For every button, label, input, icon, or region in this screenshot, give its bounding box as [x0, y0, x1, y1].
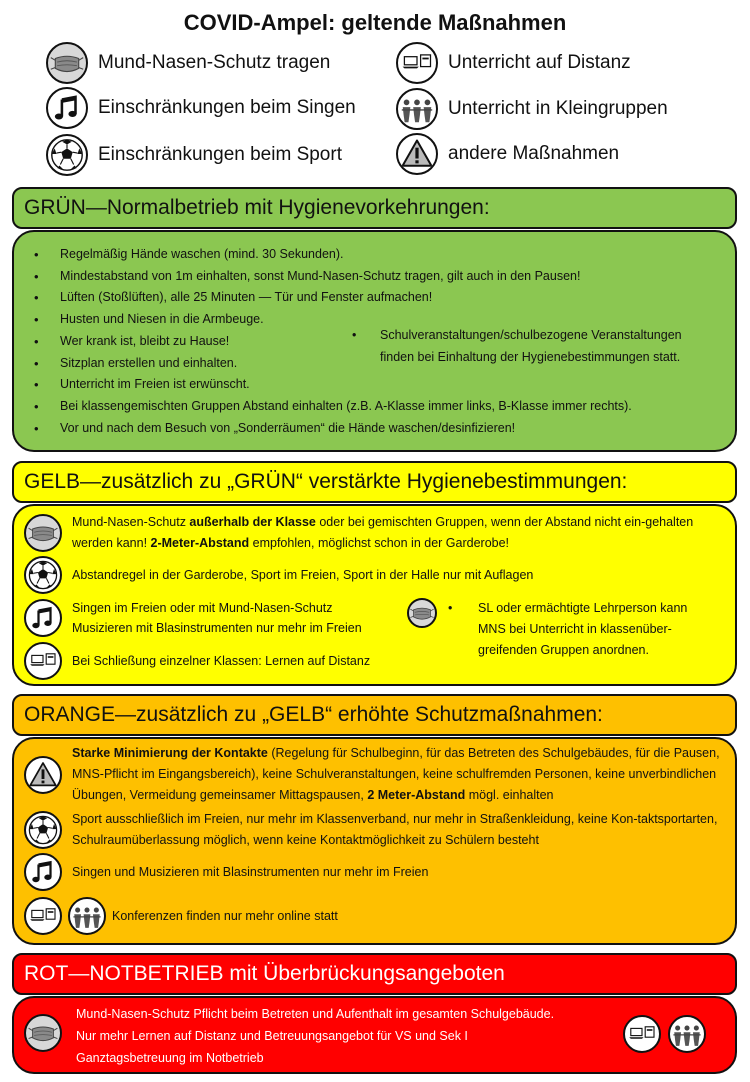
legend-distance [396, 42, 631, 84]
list-item: • Regelmäßig Hände waschen (mind. 30 Sekunden). [34, 244, 632, 266]
orange-sport-row [24, 809, 729, 851]
list-item: • Lüften (Stoßlüften), alle 25 Minuten — Tür und Fenster aufmachen! [34, 287, 632, 309]
red-text [76, 1003, 554, 1069]
legend-sport [46, 134, 342, 176]
legend-groups-label: Unterricht in Kleingruppen [448, 98, 668, 119]
text-part: außerhalb der Klasse [189, 515, 316, 529]
orange-panel [12, 737, 737, 945]
text-part: mögl. einhalten [465, 788, 554, 802]
yellow-distance-row [24, 642, 370, 680]
yellow-side-text: SL oder ermächtigte Lehrperson kann MNS bei Unterricht in klassenüber-greifenden Gruppen anordnen. [478, 601, 688, 657]
list-item: • Unterricht im Freien ist erwünscht. [34, 374, 632, 396]
green-header: GRÜN—Normalbetrieb mit Hygienevorkehrungen: [12, 187, 737, 229]
soccer-ball-icon [46, 134, 88, 176]
mask-icon [407, 598, 437, 628]
soccer-ball-icon [24, 811, 62, 849]
text-line: Ganztagsbetreuung im Notbetrieb [76, 1051, 264, 1065]
orange-header: ORANGE—zusätzlich zu „GELB“ erhöhte Schutzmaßnahmen: [12, 694, 737, 736]
music-note-icon [46, 87, 88, 129]
list-item: • Vor und nach dem Besuch von „Sonderräumen“ die Hände waschen/desinfizieren! [34, 418, 632, 440]
yellow-music-text [72, 598, 362, 638]
orange-other-row [24, 743, 729, 806]
list-item: • Wer krank ist, bleibt zu Hause! [34, 331, 632, 353]
orange-sport-text: Sport ausschließlich im Freien, nur mehr im Klassenverband, nur mehr in Straßenkleidung, keine Kon-taktsportarten, Schulraumüberlassung möglich, wenn keine Kontaktmöglichkeit zu Schülern besteht [72, 812, 718, 847]
green-panel [12, 230, 737, 452]
text-part: (Regelung für Schulbeginn, für das Betreten des Schulgebäudes, für die Pausen, MNS-Pflicht im Eingangsbereich), keine Schulveranstaltungen, keine schulfremden Personen, keine unverbindlichen Übungen, Vermeidung gemeinsamer Mittagspausen, [72, 746, 720, 802]
warning-icon [24, 756, 62, 794]
text-line: Singen im Freien oder mit Mund-Nasen-Schutz [72, 601, 333, 615]
legend-sport-label: Einschränkungen beim Sport [98, 144, 342, 165]
bullet: • [448, 601, 453, 615]
red-panel [12, 996, 737, 1074]
computer-icon [24, 897, 62, 935]
orange-music-text: Singen und Musizieren mit Blasinstrumenten nur mehr im Freien [72, 865, 429, 879]
orange-other-text [72, 743, 729, 806]
people-group-icon [396, 88, 438, 130]
list-item: • Sitzplan erstellen und einhalten. [34, 353, 632, 375]
mask-icon [24, 1014, 62, 1052]
yellow-sport-text: Abstandregel in der Garderobe, Sport im Freien, Sport in der Halle nur mit Auflagen [72, 568, 534, 582]
people-group-icon [668, 1015, 706, 1053]
list-item: • Mindestabstand von 1m einhalten, sonst Mund-Nasen-Schutz tragen, gilt auch in den Pausen! [34, 266, 632, 288]
orange-music-row [24, 853, 428, 891]
text-part: Starke Minimierung der Kontakte [72, 746, 268, 760]
yellow-mask-row [24, 512, 724, 554]
legend-other [396, 133, 619, 175]
text-line: Musizieren mit Blasinstrumenten nur mehr im Freien [72, 621, 362, 635]
text-part: oder bei gemischten Gruppen, wenn der Abstand nicht ein-gehalten werden kann! [72, 515, 694, 550]
legend-distance-label: Unterricht auf Distanz [448, 52, 631, 73]
yellow-distance-text: Bei Schließung einzelner Klassen: Lernen auf Distanz [72, 654, 371, 668]
text-part: 2-Meter-Abstand [150, 536, 250, 550]
legend-music-label: Einschränkungen beim Singen [98, 97, 356, 118]
people-group-icon [68, 897, 106, 935]
mask-icon [46, 42, 88, 84]
yellow-side-note [448, 598, 718, 661]
text-part: empfohlen, möglichst schon in der Garderobe! [249, 536, 510, 550]
list-item: • Bei klassengemischten Gruppen Abstand einhalten (z.B. A-Klasse immer links, B-Klasse immer rechts). [34, 396, 632, 418]
legend-mask-label: Mund-Nasen-Schutz tragen [98, 52, 331, 73]
legend-mask [46, 42, 330, 84]
yellow-mask-text [72, 512, 724, 554]
mask-icon [24, 514, 62, 552]
yellow-header: GELB—zusätzlich zu „GRÜN“ verstärkte Hygienebestimmungen: [12, 461, 737, 503]
orange-conf-row [24, 897, 338, 935]
music-note-icon [24, 853, 62, 891]
music-note-icon [24, 599, 62, 637]
warning-icon [396, 133, 438, 175]
green-side-note: • Schulveranstaltungen/schulbezogene Veranstaltungen finden bei Einhaltung der Hygienebestimmungen statt. [352, 324, 702, 368]
computer-icon [396, 42, 438, 84]
yellow-music-row [24, 598, 362, 638]
text-part: 2 Meter-Abstand [367, 788, 466, 802]
computer-icon [623, 1015, 661, 1053]
yellow-panel [12, 504, 737, 686]
legend-other-label: andere Maßnahmen [448, 143, 620, 164]
text-part: Mund-Nasen-Schutz [72, 515, 190, 529]
legend-groups [396, 88, 668, 130]
text-line: Nur mehr Lernen auf Distanz und Betreuungsangebot für VS und Sek I [76, 1029, 468, 1043]
yellow-sport-row [24, 556, 533, 594]
computer-icon [24, 642, 62, 680]
page-title: COVID-Ampel: geltende Maßnahmen [183, 10, 567, 35]
legend-music [46, 87, 356, 129]
red-header: ROT—NOTBETRIEB mit Überbrückungsangeboten [12, 953, 737, 995]
orange-conf-text: Konferenzen finden nur mehr online statt [112, 909, 338, 923]
text-line: Mund-Nasen-Schutz Pflicht beim Betreten und Aufenthalt im gesamten Schulgebäude. [76, 1007, 555, 1021]
soccer-ball-icon [24, 556, 62, 594]
list-item: • Husten und Niesen in die Armbeuge. [34, 309, 632, 331]
